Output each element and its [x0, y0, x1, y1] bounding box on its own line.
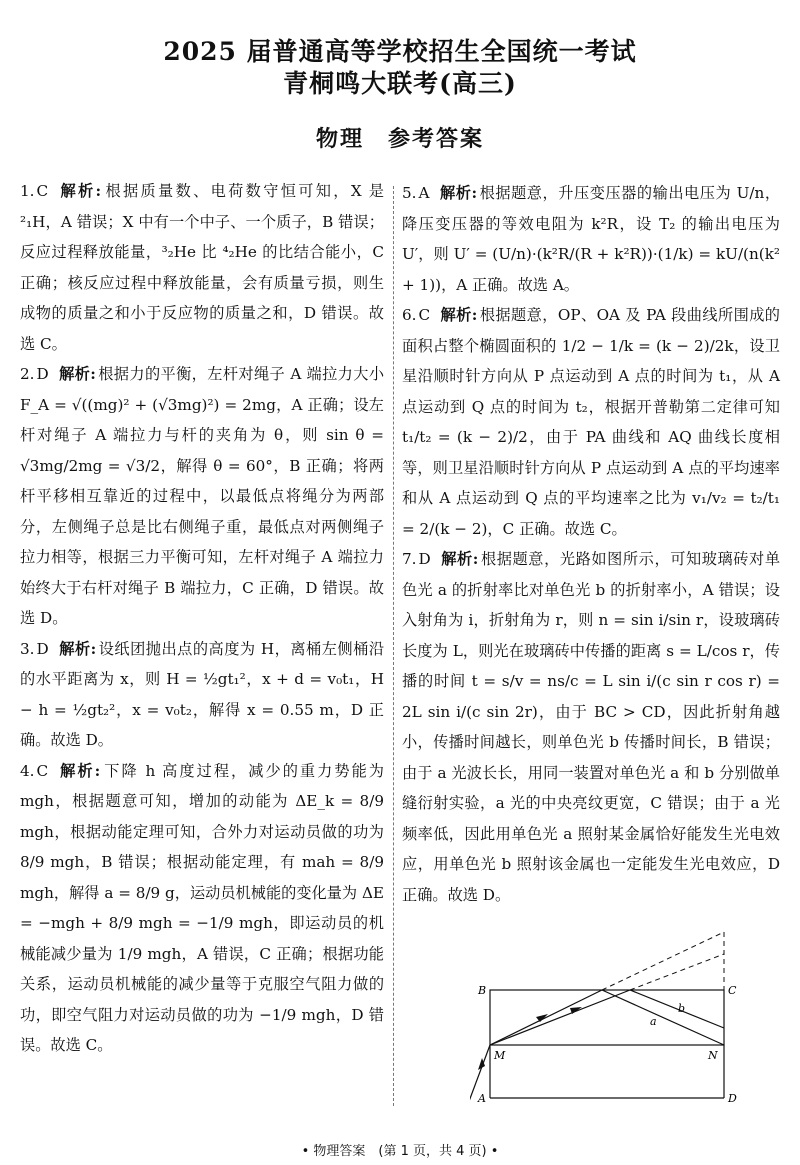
item-number: 7. [402, 550, 417, 568]
item-answer: C [36, 182, 49, 200]
item-explanation: 下降 h 高度过程，减少的重力势能为 mgh，根据题意可知，增加的动能为 ΔE_k = 8/9 mgh，根据动能定理可知，合外力对运动员做的功为 8/9 mgh，B 错误；根据动能定理，有 mah = 8/9 mgh，解得 a = 8/9 g，运动员机械能的变化量为 ΔE = −mgh + 8/9 mgh = −1/9 mgh，即运动员的机械能减少量为 1/9 mgh，A 错误，C 正确；根据功能关系，运动员机械能的减少量等于克服空气阻力做的功，即空气阻力对运动员做的功为 −1/9 mgh，D 错误。故选 C。 [20, 761, 384, 1054]
item-number: 1. [20, 182, 35, 200]
label-d-corner: D [728, 1092, 737, 1105]
answer-item-7 [402, 544, 780, 910]
column-divider [393, 186, 394, 1106]
ray-a [490, 990, 602, 1045]
light-path-diagram [470, 928, 750, 1108]
item-answer: D [36, 365, 49, 383]
exam-title: 2025 届普通高等学校招生全国统一考试 [163, 37, 637, 66]
label-m: M [494, 1049, 506, 1062]
subject-heading: 物理 参考答案 [315, 126, 484, 152]
label-n: N [708, 1049, 718, 1062]
dashed-extension-b [630, 954, 724, 990]
item-number: 6. [402, 306, 417, 324]
ray-a-reflected [602, 990, 724, 1045]
answer-item-3 [20, 634, 384, 756]
analysis-label: 解析: [58, 761, 101, 780]
item-explanation: 根据质量数、电荷数守恒可知，X 是 ²₁H，A 错误；X 中有一个中子、一个质子，B 错误；反应过程释放能量，³₂He 比 ⁴₂He 的比结合能小，C 正确；核反应过程中释放能量，会有质量亏损，则生成物的质量之和小于反应物的质量之和，D 错误。故选 C。 [20, 182, 384, 353]
analysis-label: 解析: [58, 365, 96, 383]
analysis-label: 解析: [58, 639, 97, 658]
item-explanation: 根据题意，OP、OA 及 PA 段曲线所围成的面积占整个椭圆面积的 1/2 − 1/k = (k − 2)/2k，设卫星沿顺时针方向从 P 点运动到 A 点的时间为 t₁，从 A 点运动到 Q 点的时间为 t₂，根据开普勒第二定律可知 t₁/t₂ = (k − 2)/2，由于 PA 曲线和 AQ 曲线长度相等，则卫星沿顺时针方向从 P 点运动到 A 点的平均速率和从 A 点运动到 Q 点的平均速率之比为 v₁/v₂ = t₂/t₁ = 2/(k − 2)，C 正确。故选 C。 [402, 306, 780, 538]
label-a-corner: A [478, 1092, 486, 1105]
arrow-b [570, 1007, 582, 1014]
item-answer: D [36, 639, 49, 658]
answer-item-1 [20, 176, 384, 359]
analysis-label: 解析: [439, 184, 478, 202]
label-c-corner: C [728, 984, 737, 997]
item-number: 3. [20, 639, 35, 658]
left-column [20, 176, 384, 1061]
analysis-label: 解析: [440, 306, 478, 324]
item-answer: D [418, 550, 431, 568]
right-column [402, 178, 780, 910]
answer-item-2 [20, 359, 384, 634]
answer-item-5 [402, 178, 780, 300]
answer-item-6 [402, 300, 780, 544]
item-answer: A [418, 184, 430, 202]
item-number: 5. [402, 184, 417, 202]
glass-brick [490, 990, 724, 1045]
item-number: 2. [20, 365, 35, 383]
label-ray-b: b [678, 1002, 686, 1015]
analysis-label: 解析: [440, 550, 479, 568]
answer-item-4 [20, 756, 384, 1061]
item-explanation: 根据力的平衡，左杆对绳子 A 端拉力大小 F_A = √((mg)² + (√3mg)²) = 2mg，A 正确；设左杆对绳子 A 端拉力与杆的夹角为 θ，则 sin θ = √3mg/2mg = √3/2，解得 θ = 60°，B 正确；将两杆平移相互靠近的过程中，以最低点将绳分为两部分，左侧绳子总是比右侧绳子重，最低点对两侧绳子拉力相等，根据三力平衡可知，左杆对绳子 A 端拉力始终大于右杆对绳子 B 端拉力，C 正确，D 错误。故选 D。 [20, 365, 385, 627]
item-answer: C [36, 761, 49, 780]
item-explanation: 根据题意，升压变压器的输出电压为 U/n，降压变压器的等效电阻为 k²R，设 T₂ 的输出电压为 U′，则 U′ = (U/n)·(k²R/(R + k²R))·(1/k) = kU/(n(k² + 1))，A 正确。故选 A。 [402, 184, 781, 294]
ray-b [490, 990, 630, 1045]
page-footer: • 物理答案 (第 1 页，共 4 页) • [301, 1144, 499, 1159]
item-number: 4. [20, 761, 35, 780]
exam-subtitle: 青桐鸣大联考(高三) [283, 69, 517, 98]
item-explanation: 设纸团抛出点的高度为 H，离桶左侧桶沿的水平距离为 x，则 H = ½gt₁²，x + d = v₀t₁，H − h = ½gt₂²，x = v₀t₂，解得 x = 0.55 m，D 正确。故选 D。 [20, 639, 385, 749]
analysis-label: 解析: [58, 182, 102, 200]
label-b-corner: B [478, 984, 487, 997]
item-answer: C [418, 306, 431, 324]
label-ray-a: a [650, 1015, 657, 1028]
item-explanation: 根据题意，光路如图所示，可知玻璃砖对单色光 a 的折射率比对单色光 b 的折射率小，A 错误；设入射角为 i，折射角为 r，则 n = sin i/sin r，设玻璃砖长度为 L，则光在玻璃砖中传播的距离 s = L/cos r，传播的时间 t = s/v = ns/c = L sin i/(c sin r cos r) = 2L sin i/(c sin 2r)，由于 BC > CD，因此折射角越小，传播时间越长，则单色光 b 传播时间长，B 错误；由于 a 光波长长，用同一装置对单色光 a 和 b 分别做单缝衍射实验，a 光的中央亮纹更宽，C 错误；由于 a 光频率低，因此用单色光 a 照射某金属恰好能发生光电效应，用单色光 b 照射该金属也一定能发生光电效应，D 正确。故选 D。 [402, 550, 781, 904]
